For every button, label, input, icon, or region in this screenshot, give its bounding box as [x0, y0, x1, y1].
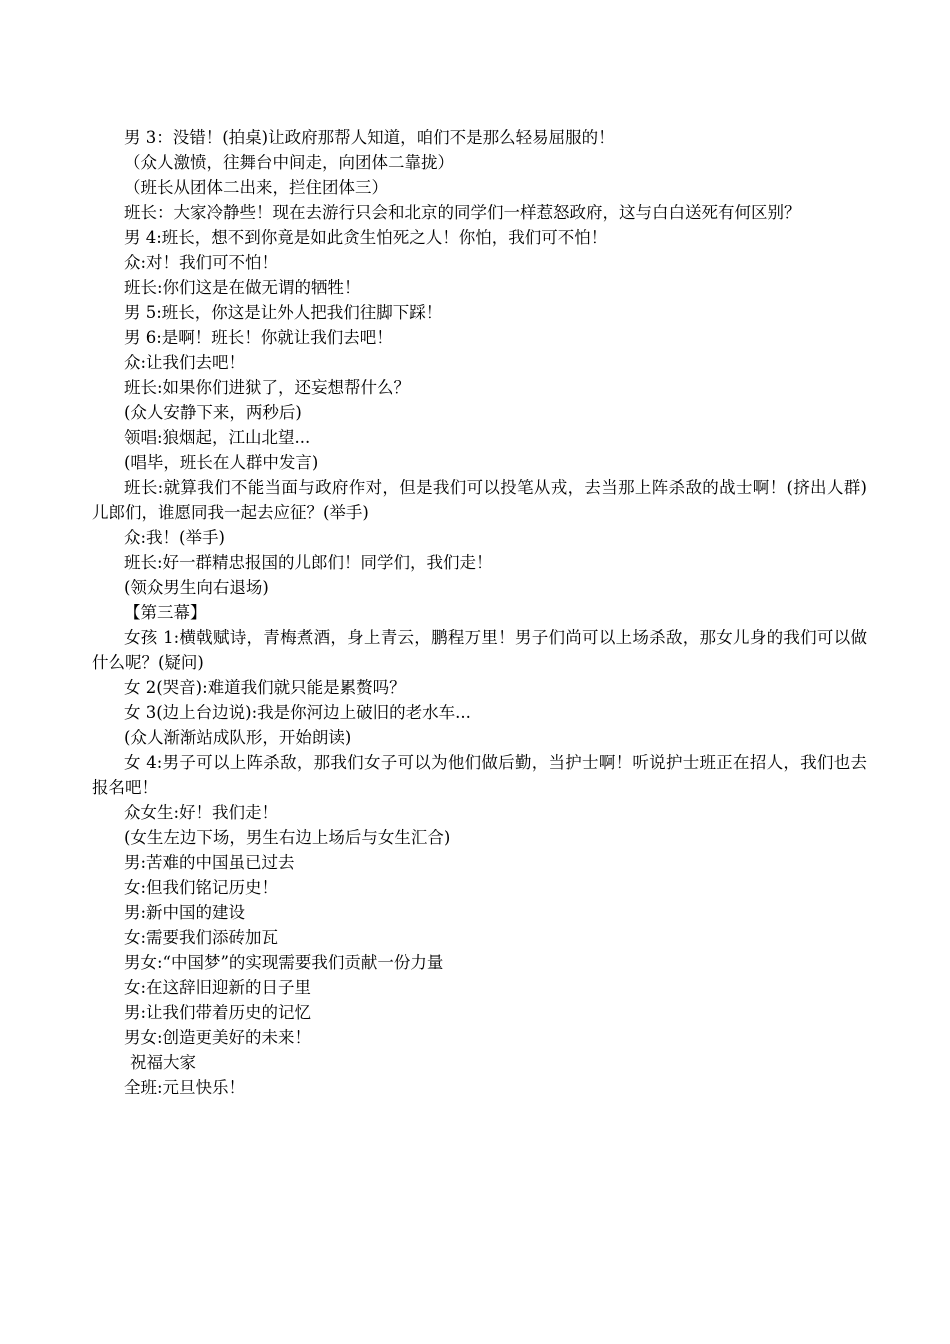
paragraph: (领众男生向右退场) — [124, 578, 269, 597]
paragraph: 男 6:是啊！班长！你就让我们去吧！ — [124, 328, 393, 347]
paragraph: 女:需要我们添砖加瓦 — [124, 928, 279, 947]
paragraph: （班长从团体二出来，拦住团体三） — [124, 178, 388, 197]
paragraph: 班长：大家冷静些！现在去游行只会和北京的同学们一样惹怒政府，这与白白送死有何区别？ — [124, 203, 801, 222]
paragraph: 领唱:狼烟起，江山北望... — [124, 428, 311, 447]
paragraph: 男:苦难的中国虽已过去 — [124, 853, 295, 872]
paragraph: 女:但我们铭记历史！ — [124, 878, 279, 897]
paragraph: 男 3：没错！(拍桌)让政府那帮人知道，咱们不是那么轻易屈服的！ — [124, 128, 615, 147]
paragraph: 男:让我们带着历史的记忆 — [124, 1003, 312, 1022]
blessing-line: 祝福大家 — [130, 1053, 196, 1072]
paragraph: 女:在这辞旧迎新的日子里 — [124, 978, 312, 997]
paragraph: 众:让我们去吧！ — [124, 353, 246, 372]
paragraph: (众人渐渐站成队形，开始朗读) — [124, 728, 352, 747]
paragraph: 男:新中国的建设 — [124, 903, 246, 922]
paragraph: 班长:你们这是在做无谓的牺牲！ — [124, 278, 361, 297]
paragraph: 男 4:班长，想不到你竟是如此贪生怕死之人！你怕，我们可不怕！ — [124, 228, 608, 247]
paragraph: (女生左边下场，男生右边上场后与女生汇合) — [124, 828, 451, 847]
script-text-body — [92, 125, 867, 1100]
paragraph: （众人激愤，往舞台中间走，向团体二靠拢） — [124, 153, 454, 172]
paragraph: 班长:如果你们进狱了，还妄想帮什么？ — [124, 378, 411, 397]
paragraph: (唱毕，班长在人群中发言) — [124, 453, 319, 472]
paragraph: 男 5:班长，你这是让外人把我们往脚下踩！ — [124, 303, 443, 322]
paragraph: 全班:元旦快乐！ — [124, 1078, 246, 1097]
paragraph: 班长:就算我们不能当面与政府作对，但是我们可以投笔从戎，去当那上阵杀敌的战士啊！(挤出人群)儿郎们，谁愿同我一起去应征？(举手) — [92, 478, 867, 522]
paragraph: 女 2(哭音):难道我们就只能是累赘吗？ — [124, 678, 406, 697]
paragraph: 班长:好一群精忠报国的儿郎们！同学们，我们走！ — [124, 553, 493, 572]
paragraph: 女孩 1:横戟赋诗，青梅煮酒，身上青云，鹏程万里！男子们尚可以上场杀敌，那女儿身的我们可以做什么呢？(疑问) — [92, 628, 867, 672]
paragraph: 众:我！(举手) — [124, 528, 225, 547]
act-heading: 【第三幕】 — [124, 603, 207, 622]
paragraph: 众女生:好！我们走！ — [124, 803, 279, 822]
paragraph: 女 3(边上台边说):我是你河边上破旧的老水车... — [124, 703, 471, 722]
paragraph: 众:对！我们可不怕！ — [124, 253, 279, 272]
paragraph: 男女:“中国梦”的实现需要我们贡献一份力量 — [124, 953, 444, 972]
paragraph: 男女:创造更美好的未来！ — [124, 1028, 312, 1047]
paragraph: 女 4:男子可以上阵杀敌，那我们女子可以为他们做后勤，当护士啊！听说护士班正在招人，我们也去报名吧！ — [92, 753, 867, 797]
paragraph: (众人安静下来，两秒后) — [124, 403, 302, 422]
